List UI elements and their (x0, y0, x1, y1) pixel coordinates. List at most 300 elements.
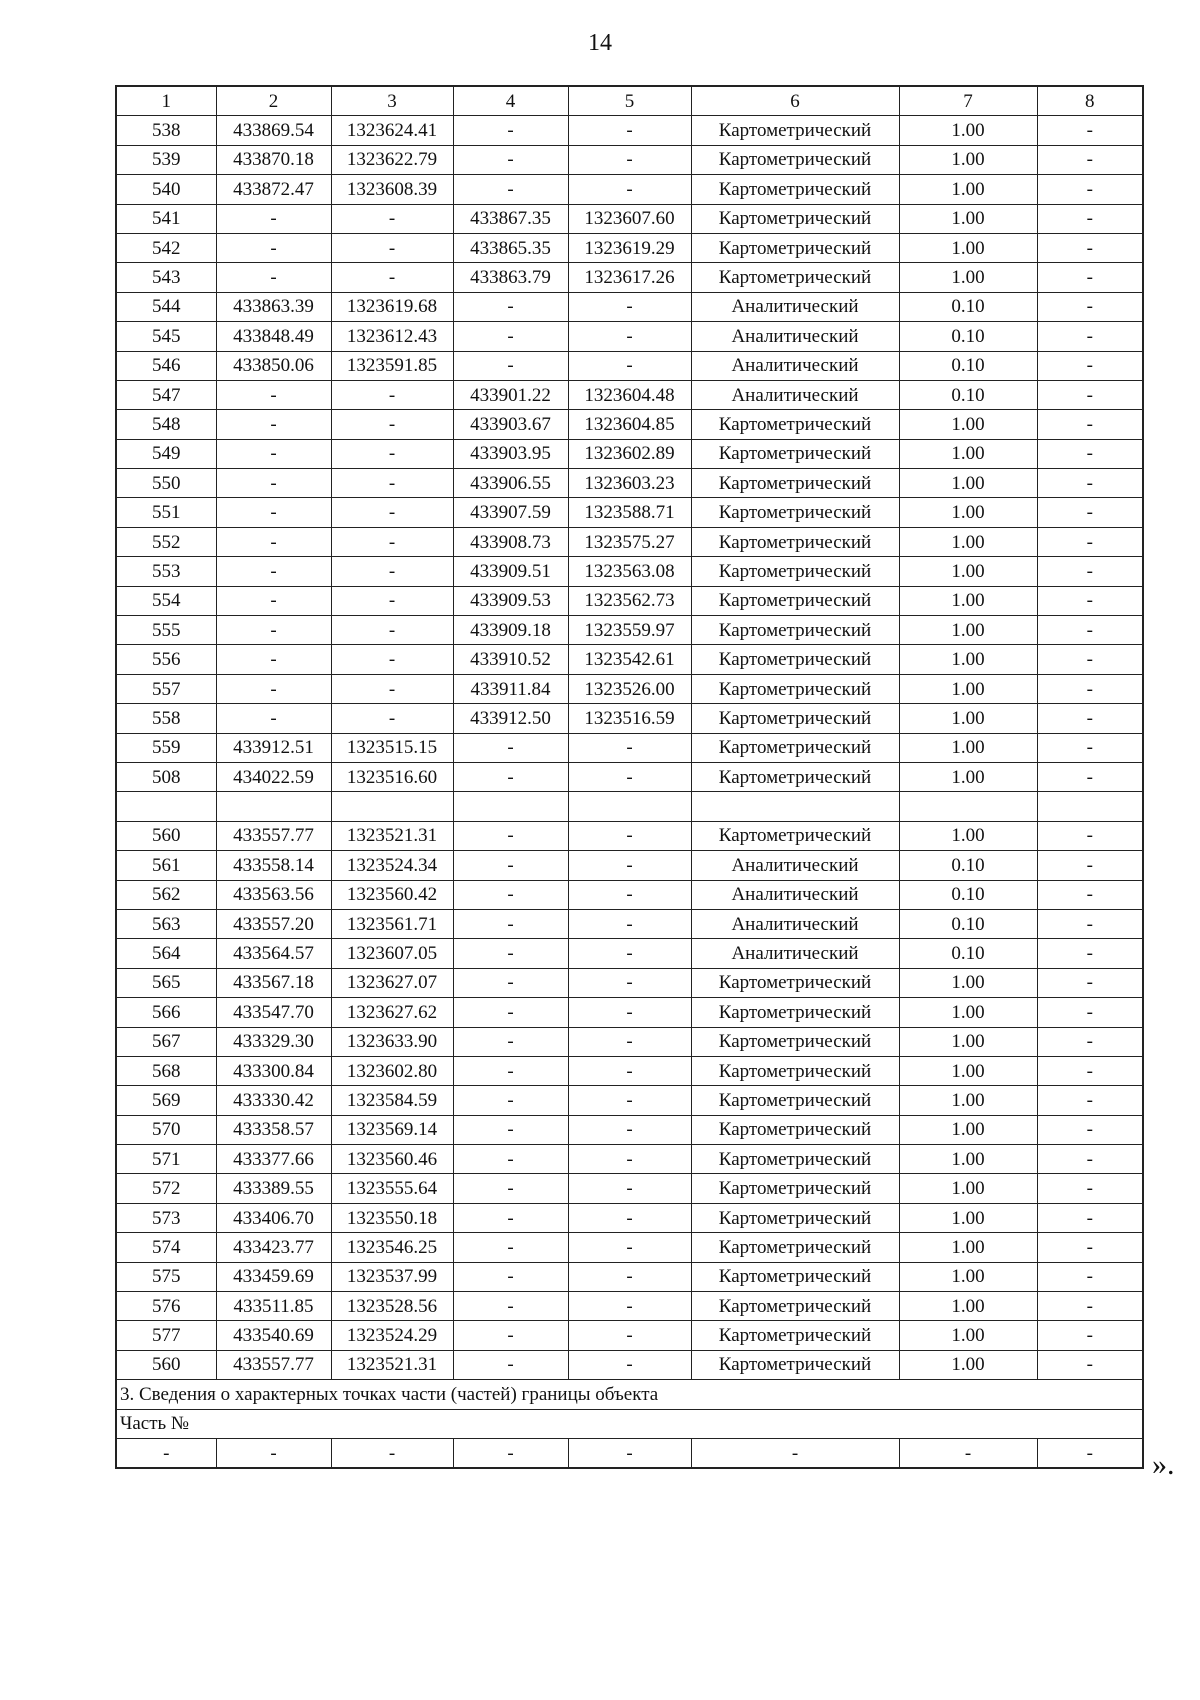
table-cell: 433377.66 (216, 1145, 331, 1174)
table-cell: - (331, 645, 453, 674)
table-cell: - (453, 1321, 568, 1350)
table-cell: 564 (116, 939, 216, 968)
table-cell: - (1037, 674, 1143, 703)
table-cell: - (568, 116, 691, 145)
table-cell: - (1037, 527, 1143, 556)
table-cell: Аналитический (691, 292, 899, 321)
table-cell: 433872.47 (216, 175, 331, 204)
table-cell: 557 (116, 674, 216, 703)
table-cell (1037, 792, 1143, 821)
table-cell: - (1037, 704, 1143, 733)
table-cell: - (568, 1438, 691, 1468)
table-cell: 433907.59 (453, 498, 568, 527)
table-cell: 1323622.79 (331, 145, 453, 174)
table-cell: 1.00 (899, 1027, 1037, 1056)
header-row (116, 86, 1143, 116)
table-cell: 571 (116, 1145, 216, 1174)
header-cell: 4 (453, 86, 568, 116)
table-cell: 433909.18 (453, 616, 568, 645)
table-cell: - (453, 145, 568, 174)
table-row (116, 439, 1143, 468)
table-cell: 433511.85 (216, 1292, 331, 1321)
table-cell: 1.00 (899, 645, 1037, 674)
table-cell: - (1037, 968, 1143, 997)
table-cell: - (1037, 909, 1143, 938)
table-row (116, 909, 1143, 938)
table-cell: 433909.51 (453, 557, 568, 586)
table-cell: 433906.55 (453, 469, 568, 498)
table-cell: - (331, 380, 453, 409)
table-cell: 1323542.61 (568, 645, 691, 674)
table-row (116, 880, 1143, 909)
table-cell: 433540.69 (216, 1321, 331, 1350)
table-cell: - (568, 998, 691, 1027)
table-cell: - (568, 1203, 691, 1232)
table-row (116, 263, 1143, 292)
table-cell: - (453, 939, 568, 968)
table-cell: 433903.67 (453, 410, 568, 439)
table-cell: - (568, 821, 691, 850)
table-cell: Аналитический (691, 351, 899, 380)
table-cell: 546 (116, 351, 216, 380)
header-cell: 3 (331, 86, 453, 116)
table-cell: 433869.54 (216, 116, 331, 145)
table-cell: - (453, 880, 568, 909)
table-cell: 542 (116, 233, 216, 262)
table-cell: - (568, 968, 691, 997)
table-cell: - (453, 909, 568, 938)
table-cell: 1323546.25 (331, 1233, 453, 1262)
table-cell: Картометрический (691, 1027, 899, 1056)
table-cell: 1.00 (899, 527, 1037, 556)
table-cell: Картометрический (691, 968, 899, 997)
table-cell: - (331, 439, 453, 468)
table-row (116, 1233, 1143, 1262)
table-cell: 433557.20 (216, 909, 331, 938)
table-cell: 1323612.43 (331, 322, 453, 351)
table-cell: Картометрический (691, 1321, 899, 1350)
table-cell: Картометрический (691, 557, 899, 586)
table-cell: - (331, 557, 453, 586)
table-cell: 433903.95 (453, 439, 568, 468)
table-row (116, 939, 1143, 968)
table-cell: - (331, 410, 453, 439)
table-cell: 1.00 (899, 439, 1037, 468)
table-cell: 544 (116, 292, 216, 321)
table-cell: 1323537.99 (331, 1262, 453, 1291)
table-cell: 562 (116, 880, 216, 909)
table-cell: - (568, 909, 691, 938)
table-cell: 1323516.59 (568, 704, 691, 733)
table-cell: - (331, 469, 453, 498)
table-cell: 1323627.62 (331, 998, 453, 1027)
table-cell: - (453, 1027, 568, 1056)
table-cell: 1323562.73 (568, 586, 691, 615)
table-cell: - (453, 351, 568, 380)
table-cell (116, 792, 216, 821)
table-cell: 0.10 (899, 939, 1037, 968)
table-cell: - (216, 204, 331, 233)
table-cell: 433908.73 (453, 527, 568, 556)
table-cell: 433389.55 (216, 1174, 331, 1203)
table-cell: - (1037, 204, 1143, 233)
table-cell: - (568, 851, 691, 880)
table-cell: Картометрический (691, 762, 899, 791)
table-cell (691, 792, 899, 821)
table-cell: 1.00 (899, 116, 1037, 145)
table-cell: - (1037, 263, 1143, 292)
table-cell: 576 (116, 1292, 216, 1321)
table-cell: - (568, 1350, 691, 1379)
table-row (116, 1086, 1143, 1115)
table-cell: 565 (116, 968, 216, 997)
table-cell: - (331, 233, 453, 262)
table-cell: 1.00 (899, 1262, 1037, 1291)
table-cell: 1.00 (899, 674, 1037, 703)
table-cell: - (1037, 439, 1143, 468)
boundary-points-table (115, 85, 1144, 1469)
table-row (116, 1350, 1143, 1379)
table-cell: - (331, 674, 453, 703)
table-cell: 1.00 (899, 1145, 1037, 1174)
table-cell: Картометрический (691, 116, 899, 145)
table-cell: - (1037, 733, 1143, 762)
table-cell: - (1037, 1174, 1143, 1203)
table-cell: 545 (116, 322, 216, 351)
table-cell: - (1037, 880, 1143, 909)
table-cell: 433863.79 (453, 263, 568, 292)
table-row (116, 1203, 1143, 1232)
table-cell: Аналитический (691, 939, 899, 968)
table-cell: - (568, 733, 691, 762)
header-cell: 5 (568, 86, 691, 116)
table-cell: Картометрический (691, 1350, 899, 1379)
table-cell: 1.00 (899, 704, 1037, 733)
table-cell: - (1037, 1115, 1143, 1144)
table-cell: Картометрический (691, 527, 899, 556)
table-cell: Картометрический (691, 674, 899, 703)
table-cell: Аналитический (691, 322, 899, 351)
table-cell: - (568, 1233, 691, 1262)
table-cell: - (1037, 557, 1143, 586)
table-cell: - (331, 498, 453, 527)
table-cell: 508 (116, 762, 216, 791)
table-cell: - (453, 322, 568, 351)
table-cell: Картометрический (691, 1115, 899, 1144)
table-cell: - (568, 292, 691, 321)
table-cell: 433909.53 (453, 586, 568, 615)
table-cell: Картометрический (691, 1233, 899, 1262)
table-cell: 0.10 (899, 380, 1037, 409)
table-cell: - (1037, 175, 1143, 204)
table-cell: - (453, 1145, 568, 1174)
table-cell: 1323560.42 (331, 880, 453, 909)
table-cell (216, 792, 331, 821)
table-cell: 1.00 (899, 1321, 1037, 1350)
table-cell: 1323575.27 (568, 527, 691, 556)
table-cell: - (1037, 762, 1143, 791)
table-cell: - (1037, 939, 1143, 968)
table-cell: - (216, 498, 331, 527)
table-row (116, 1027, 1143, 1056)
table-cell: - (453, 1056, 568, 1085)
table-cell: - (1037, 1262, 1143, 1291)
table-cell: - (453, 1438, 568, 1468)
part-label: Часть № (116, 1409, 1143, 1438)
table-cell: - (568, 1086, 691, 1115)
table-row (116, 792, 1143, 821)
table-cell: 1.00 (899, 1203, 1037, 1232)
empty-part-row (116, 1438, 1143, 1468)
table-cell: - (1037, 410, 1143, 439)
table-cell: - (1037, 116, 1143, 145)
table-cell: 1.00 (899, 498, 1037, 527)
table-cell: 1.00 (899, 1292, 1037, 1321)
table-cell: 1.00 (899, 1233, 1037, 1262)
table-row (116, 233, 1143, 262)
table-row (116, 704, 1143, 733)
table-cell: - (453, 998, 568, 1027)
table-cell: - (453, 292, 568, 321)
table-cell: - (453, 968, 568, 997)
table-cell: 1323608.39 (331, 175, 453, 204)
table-row (116, 410, 1143, 439)
table-cell: - (1037, 469, 1143, 498)
table-cell: - (568, 145, 691, 174)
table-cell: 1.00 (899, 1115, 1037, 1144)
table-row (116, 498, 1143, 527)
table-cell: - (568, 1174, 691, 1203)
table-cell: 569 (116, 1086, 216, 1115)
table-row (116, 821, 1143, 850)
table-cell: 1323550.18 (331, 1203, 453, 1232)
table-cell: 541 (116, 204, 216, 233)
table-row (116, 175, 1143, 204)
table-cell: 433865.35 (453, 233, 568, 262)
table-cell: - (216, 645, 331, 674)
table-cell: Картометрический (691, 1145, 899, 1174)
table-cell: 1.00 (899, 557, 1037, 586)
table-cell: - (331, 586, 453, 615)
table-cell: 1.00 (899, 821, 1037, 850)
table-cell: - (1037, 233, 1143, 262)
table-cell: 577 (116, 1321, 216, 1350)
table-cell: Картометрический (691, 1292, 899, 1321)
table-cell: - (1037, 498, 1143, 527)
table-cell: - (331, 704, 453, 733)
table-cell: Картометрический (691, 1086, 899, 1115)
table-cell: - (1037, 998, 1143, 1027)
table-cell: 433563.56 (216, 880, 331, 909)
table-cell: - (453, 1292, 568, 1321)
table-cell: 433567.18 (216, 968, 331, 997)
table-cell: - (1037, 1321, 1143, 1350)
header-cell: 7 (899, 86, 1037, 116)
table-cell: - (568, 939, 691, 968)
table-body (116, 116, 1143, 1380)
table-cell: 1323633.90 (331, 1027, 453, 1056)
table-footer (116, 1380, 1143, 1469)
table-cell: Картометрический (691, 439, 899, 468)
table-cell: 0.10 (899, 322, 1037, 351)
table-cell: 434022.59 (216, 762, 331, 791)
table-cell: - (1037, 1203, 1143, 1232)
table-cell: 433912.50 (453, 704, 568, 733)
table-cell: 433406.70 (216, 1203, 331, 1232)
table-cell: 1.00 (899, 1056, 1037, 1085)
table-cell: 1.00 (899, 204, 1037, 233)
table-cell: 1323561.71 (331, 909, 453, 938)
table-cell: Аналитический (691, 880, 899, 909)
table-cell: - (453, 116, 568, 145)
table-cell: 552 (116, 527, 216, 556)
table-cell: Картометрический (691, 645, 899, 674)
table-cell: - (568, 1145, 691, 1174)
table-cell: Картометрический (691, 469, 899, 498)
table-cell: - (568, 351, 691, 380)
table-row (116, 557, 1143, 586)
table-cell: 1.00 (899, 968, 1037, 997)
table-row (116, 1115, 1143, 1144)
column-number-header (116, 86, 1143, 116)
table-cell: - (331, 1438, 453, 1468)
table-cell: - (216, 263, 331, 292)
table-cell: - (568, 762, 691, 791)
table-cell: 1.00 (899, 1350, 1037, 1379)
table-cell: 551 (116, 498, 216, 527)
table-cell: 433870.18 (216, 145, 331, 174)
table-cell: - (216, 616, 331, 645)
table-cell: 433358.57 (216, 1115, 331, 1144)
table-cell: Картометрический (691, 204, 899, 233)
table-cell: - (1037, 616, 1143, 645)
table-cell: 433863.39 (216, 292, 331, 321)
header-cell: 6 (691, 86, 899, 116)
table-cell: - (216, 557, 331, 586)
table-cell: - (691, 1438, 899, 1468)
table-row (116, 1056, 1143, 1085)
table-row (116, 116, 1143, 145)
table-cell: 433459.69 (216, 1262, 331, 1291)
table-cell: 1323604.48 (568, 380, 691, 409)
table-cell: 433329.30 (216, 1027, 331, 1056)
table-cell: 433867.35 (453, 204, 568, 233)
table-cell: Картометрический (691, 821, 899, 850)
closing-quote-mark: ». (1152, 1448, 1175, 1481)
table-cell: 1323515.15 (331, 733, 453, 762)
table-cell: 1323526.00 (568, 674, 691, 703)
table-cell: 558 (116, 704, 216, 733)
table-cell: 1.00 (899, 762, 1037, 791)
table-row (116, 469, 1143, 498)
table-cell: - (568, 1027, 691, 1056)
table-cell: 554 (116, 586, 216, 615)
table-cell: 549 (116, 439, 216, 468)
table-cell: - (216, 1438, 331, 1468)
table-cell: 550 (116, 469, 216, 498)
table-cell: - (216, 674, 331, 703)
table-row (116, 762, 1143, 791)
table-cell: 1323521.31 (331, 821, 453, 850)
table-cell: - (453, 1350, 568, 1379)
table-cell: - (1037, 145, 1143, 174)
table-row (116, 1174, 1143, 1203)
table-cell: 1.00 (899, 733, 1037, 762)
table-cell: 1323607.60 (568, 204, 691, 233)
table-cell: - (216, 527, 331, 556)
table-cell: 0.10 (899, 880, 1037, 909)
table-cell: - (453, 1203, 568, 1232)
table-cell: Картометрический (691, 233, 899, 262)
table-cell: 1.00 (899, 263, 1037, 292)
table-row (116, 1292, 1143, 1321)
table-cell: - (568, 322, 691, 351)
table-cell: 433558.14 (216, 851, 331, 880)
table-cell: 553 (116, 557, 216, 586)
table-cell: 563 (116, 909, 216, 938)
table-cell: - (331, 616, 453, 645)
table-row (116, 322, 1143, 351)
table-row (116, 145, 1143, 174)
table-cell: 433910.52 (453, 645, 568, 674)
table-cell: 1.00 (899, 998, 1037, 1027)
table-cell: - (568, 1321, 691, 1350)
table-cell: - (1037, 1145, 1143, 1174)
table-cell: 1323563.08 (568, 557, 691, 586)
table-cell: 555 (116, 616, 216, 645)
table-row (116, 645, 1143, 674)
table-row (116, 527, 1143, 556)
table-cell: Картометрический (691, 1174, 899, 1203)
section-row (116, 1380, 1143, 1409)
table-cell: 1323602.80 (331, 1056, 453, 1085)
table-cell: 539 (116, 145, 216, 174)
table-cell: - (331, 263, 453, 292)
table-cell: - (1037, 292, 1143, 321)
table-cell: 560 (116, 1350, 216, 1379)
table-cell (899, 792, 1037, 821)
table-cell: 433848.49 (216, 322, 331, 351)
table-cell: Картометрический (691, 498, 899, 527)
table-cell: - (453, 1086, 568, 1115)
table-cell: 1.00 (899, 1086, 1037, 1115)
table-cell: 548 (116, 410, 216, 439)
table-cell: - (568, 1115, 691, 1144)
table-cell: 573 (116, 1203, 216, 1232)
table-cell: 1.00 (899, 469, 1037, 498)
table-cell: - (331, 204, 453, 233)
table-cell: Картометрический (691, 586, 899, 615)
table-cell: 433300.84 (216, 1056, 331, 1085)
table-cell: - (216, 704, 331, 733)
table-cell: 0.10 (899, 909, 1037, 938)
table-cell: 1323559.97 (568, 616, 691, 645)
table-row (116, 586, 1143, 615)
table-cell: 433912.51 (216, 733, 331, 762)
table-cell: 1323591.85 (331, 351, 453, 380)
table-cell: 556 (116, 645, 216, 674)
table-cell: 1.00 (899, 616, 1037, 645)
table-cell (568, 792, 691, 821)
table-cell: 1323528.56 (331, 1292, 453, 1321)
table-cell: Картометрический (691, 1203, 899, 1232)
table-cell: - (1037, 1350, 1143, 1379)
table-cell: 1323619.29 (568, 233, 691, 262)
table-row (116, 351, 1143, 380)
table-cell: Аналитический (691, 851, 899, 880)
table-cell: Картометрический (691, 410, 899, 439)
table-row (116, 998, 1143, 1027)
